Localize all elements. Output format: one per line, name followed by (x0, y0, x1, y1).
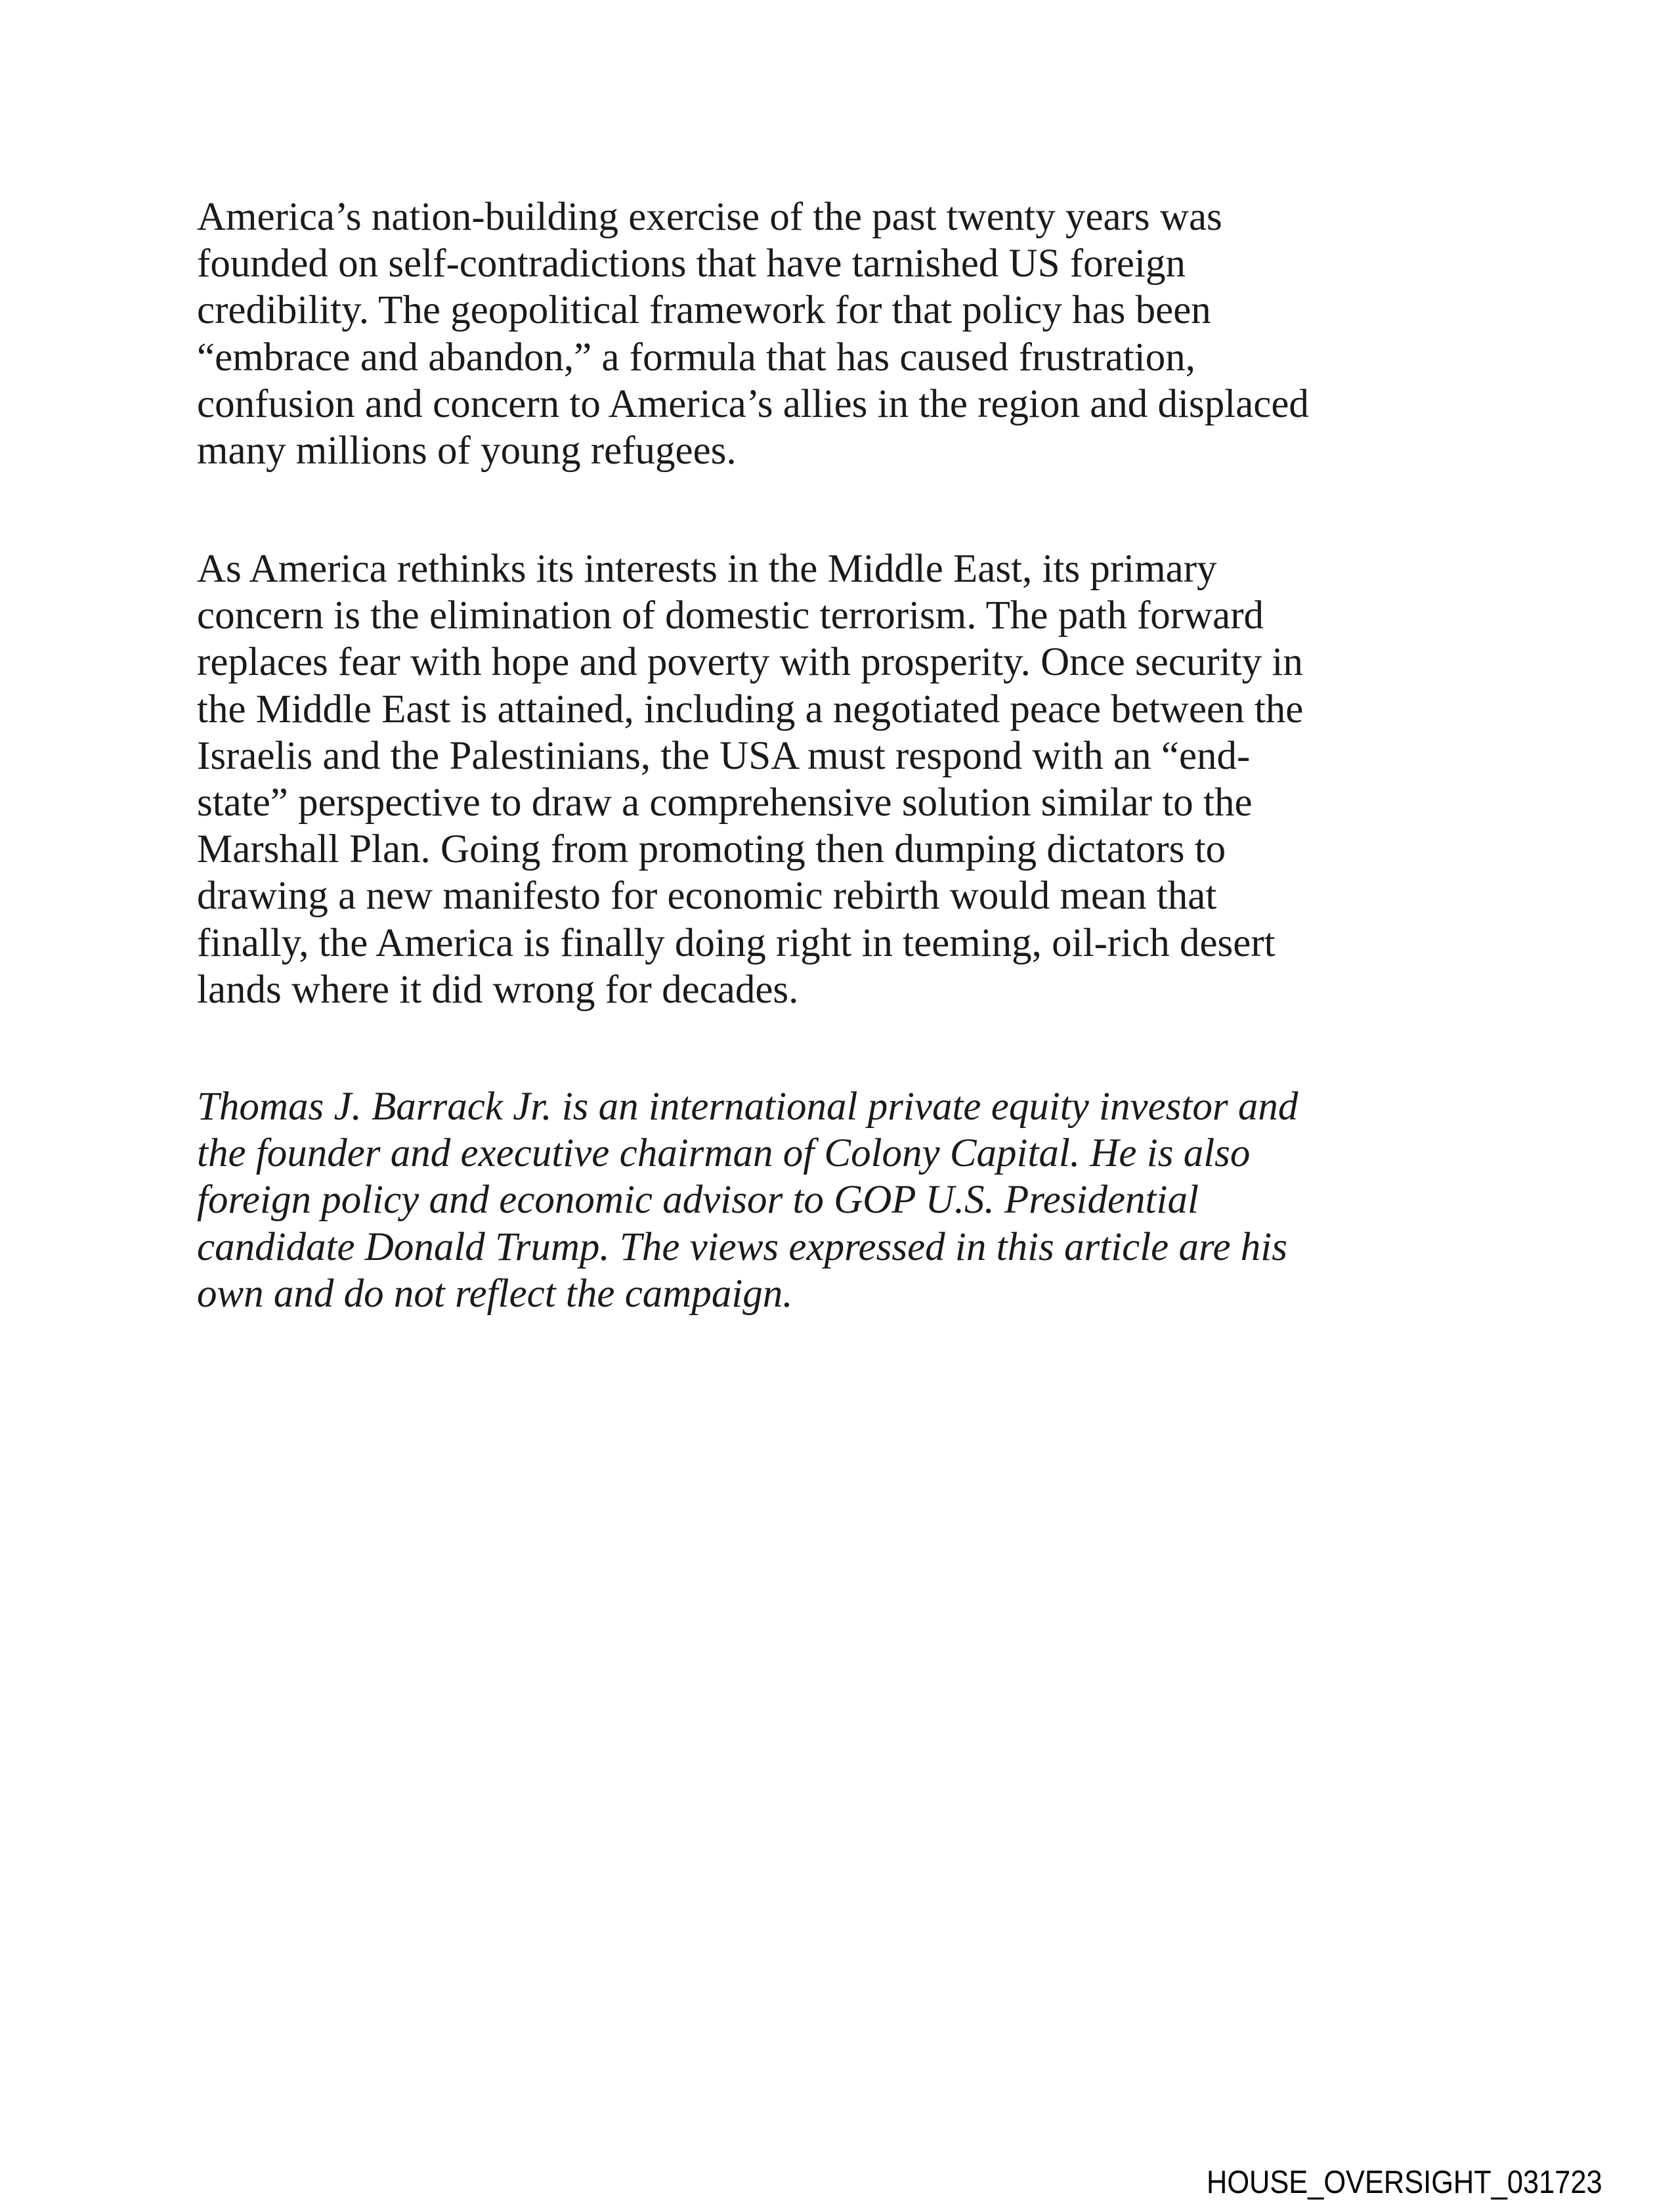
text-line: finally, the America is finally doing right in teeming, oil-rich desert (197, 921, 1276, 965)
text-line: state” perspective to draw a comprehensive solution similar to the (197, 780, 1253, 825)
text-line: America’s nation-building exercise of the past twenty years was (197, 195, 1222, 239)
text-line: own and do not reflect the campaign. (197, 1271, 793, 1316)
bates-stamp: HOUSE_OVERSIGHT_031723 (1207, 2165, 1602, 2200)
text-line: lands where it did wrong for decades. (197, 967, 799, 1012)
text-line: the founder and executive chairman of Colony Capital. He is also (197, 1131, 1251, 1176)
paragraph-nation-building (197, 194, 1510, 474)
text-line: credibility. The geopolitical framework for that policy has been (197, 288, 1211, 333)
text-line: confusion and concern to America’s allies in the region and displaced (197, 381, 1309, 426)
text-line: many millions of young refugees. (197, 428, 737, 473)
text-line: As America rethinks its interests in the Middle East, its primary (197, 547, 1217, 591)
text-line: Marshall Plan. Going from promoting then dumping dictators to (197, 827, 1226, 872)
paragraph-middle-east (197, 546, 1510, 1013)
text-line: Thomas J. Barrack Jr. is an international private equity investor and (197, 1085, 1298, 1129)
text-line: founded on self-contradictions that have tarnished US foreign (197, 242, 1186, 286)
text-line: the Middle East is attained, including a negotiated peace between the (197, 687, 1304, 731)
author-bio (197, 1083, 1510, 1317)
text-line: Israelis and the Palestinians, the USA must respond with an “end- (197, 733, 1251, 778)
text-line: replaces fear with hope and poverty with prosperity. Once security in (197, 640, 1303, 685)
text-line: “embrace and abandon,” a formula that has caused frustration, (197, 335, 1195, 380)
text-line: drawing a new manifesto for economic rebirth would mean that (197, 874, 1217, 919)
text-line: concern is the elimination of domestic terrorism. The path forward (197, 594, 1264, 638)
text-line: candidate Donald Trump. The views expressed in this article are his (197, 1225, 1287, 1269)
text-line: foreign policy and economic advisor to GOP U.S. Presidential (197, 1178, 1199, 1223)
